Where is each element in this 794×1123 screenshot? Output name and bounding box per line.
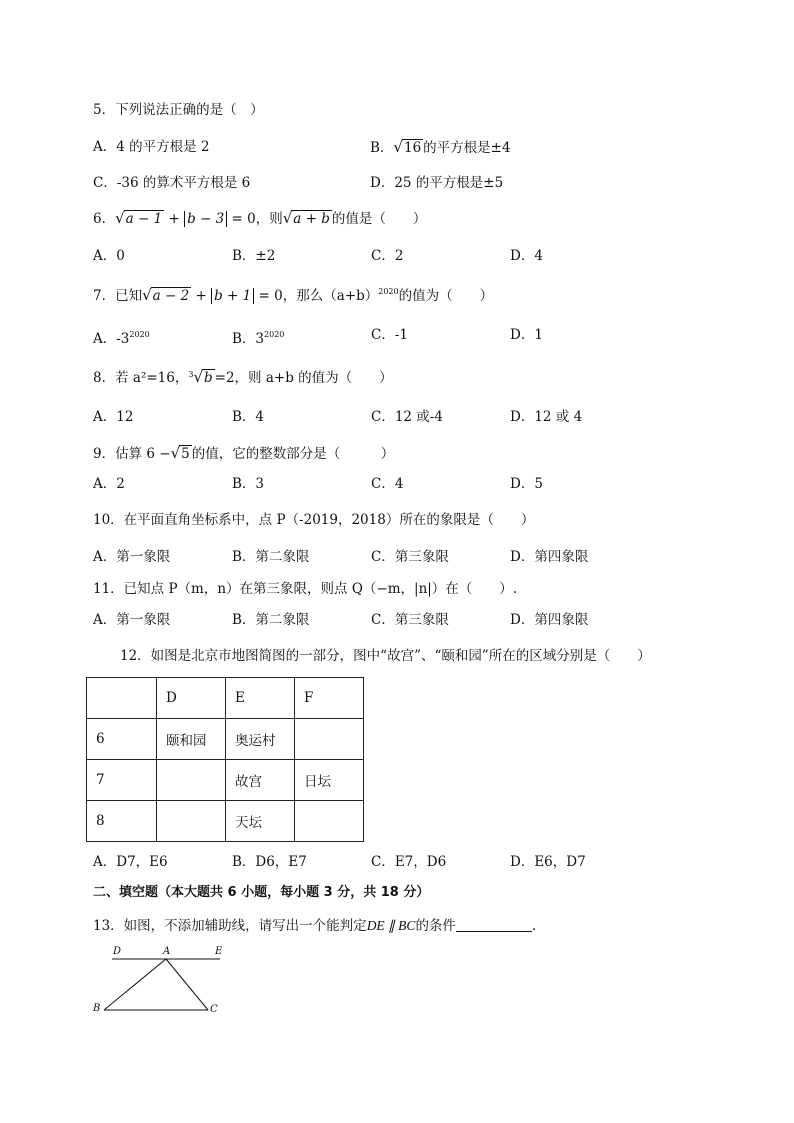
table-cell: 天坛 — [226, 801, 295, 842]
q12-option-a: A．D7，E6 — [93, 854, 168, 870]
q8-option-b: B．4 — [232, 409, 265, 425]
q7-number: 7．已知 — [93, 288, 143, 304]
q6-stem: 6．√a − 1 + b − 3 = 0，则√a + b 的值是（ ） — [93, 209, 427, 227]
q11-stem: 11．已知点 P（m，n）在第三象限，则点 Q（−m，|n|）在（ ）. — [93, 581, 518, 597]
q9-radicand: 5 — [181, 446, 190, 462]
q7-option-d: D．1 — [510, 327, 543, 343]
q10-option-a: A．第一象限 — [93, 549, 171, 565]
q8-option-c: C．12 或-4 — [371, 409, 443, 425]
q7-radicand-a: a − 2 — [152, 288, 190, 304]
table-row — [87, 801, 364, 842]
q10-stem: 10．在平面直角坐标系中，点 P（-2019，2018）所在的象限是（ ） — [93, 512, 535, 528]
q6-tail: 的值是（ ） — [331, 211, 427, 227]
q8-radicand: b — [204, 370, 213, 386]
q12-map-grid — [86, 677, 364, 842]
q12-option-c: C．E7，D6 — [371, 854, 447, 870]
table-cell: F — [295, 678, 364, 719]
q11-option-a: A．第一象限 — [93, 612, 171, 628]
q8-option-a: A．12 — [93, 409, 134, 425]
q7-mid: = 0，那么（a+b） — [258, 288, 379, 304]
table-cell: 颐和园 — [157, 719, 226, 760]
q8-stem: 8．若 a²=16，$^3$√b =2，则 a+b 的值为（ ） — [93, 368, 393, 386]
q9-text1: 9．估算 6 − — [93, 446, 171, 462]
q12-option-d: D．E6，D7 — [510, 854, 586, 870]
section-title: 二、填空题（本大题共 6 小题，每小题 3 分，共 18 分） — [93, 885, 430, 900]
q6-radicand-a: a − 1 — [125, 211, 163, 227]
q9-stem: 9．估算 6 −√5 的值，它的整数部分是（ ） — [93, 444, 395, 462]
side-ab — [104, 959, 166, 1010]
q5-option-b-radicand: 16 — [403, 140, 422, 156]
table-cell: D — [157, 678, 226, 719]
table-cell — [87, 678, 157, 719]
q6-number: 6． — [93, 211, 116, 227]
table-cell: 日坛 — [295, 760, 364, 801]
q13-condition: DE ∥ BC — [366, 918, 416, 933]
label-b: B — [93, 1003, 101, 1014]
q9-option-a: A．2 — [93, 476, 125, 492]
table-cell: 6 — [87, 719, 157, 760]
q5-option-a: A．4 的平方根是 2 — [93, 139, 210, 155]
table-cell — [295, 801, 364, 842]
q6-option-b: B．±2 — [232, 248, 276, 264]
q6-option-d: D．4 — [510, 248, 543, 264]
table-cell: 7 — [87, 760, 157, 801]
q8-option-d: D．12 或 4 — [510, 409, 583, 425]
q10-option-c: C．第三象限 — [371, 549, 449, 565]
q9-text2: 的值，它的整数部分是（ ） — [191, 446, 395, 462]
q7-option-c: C．-1 — [371, 327, 408, 343]
q6-option-a: A．0 — [93, 248, 125, 264]
q7-tail: 的值为（ ） — [398, 288, 494, 304]
q9-option-c: C．4 — [371, 476, 404, 492]
table-cell: 奥运村 — [226, 719, 295, 760]
table-cell — [295, 719, 364, 760]
table-row — [87, 678, 364, 719]
q7-option-a: A．$-3^{2020}$ — [93, 330, 150, 347]
q9-option-b: B．3 — [232, 476, 265, 492]
q6-abs-b: b − 3 — [184, 211, 227, 227]
q5-option-b-label: B． — [370, 140, 394, 156]
q12-stem: 12．如图是北京市地图简图的一部分，图中“故宫”、“颐和园”所在的区域分别是（ ） — [120, 648, 651, 664]
table-cell — [157, 760, 226, 801]
q10-option-b: B．第二象限 — [232, 549, 310, 565]
side-ac — [166, 959, 208, 1010]
table-row — [87, 760, 364, 801]
q13-text1: 13．如图，不添加辅助线，请写出一个能判定 — [93, 918, 367, 934]
label-d: D — [113, 946, 122, 957]
table-cell — [157, 801, 226, 842]
q6-mid: = 0，则 — [231, 211, 283, 227]
table-cell: 8 — [87, 801, 157, 842]
q13-end: . — [531, 918, 537, 934]
q13-text2: 的条件 — [415, 918, 456, 934]
q7-exponent: 2020 — [378, 287, 399, 296]
q6-option-c: C．2 — [371, 248, 404, 264]
q5-option-c: C．-36 的算术平方根是 6 — [93, 175, 251, 191]
q6-radicand-ab: a + b — [293, 211, 330, 227]
q7-stem: 7．已知√a − 2 + b + 1 = 0，那么$(a+b)^{2020}$的值为（ ） — [93, 286, 494, 304]
q11-option-b: B．第二象限 — [232, 612, 310, 628]
answer-blank[interactable] — [456, 917, 532, 932]
q12-option-b: B．D6，E7 — [232, 854, 307, 870]
q5-stem: 5．下列说法正确的是（ ） — [93, 102, 264, 118]
q11-option-d: D．第四象限 — [510, 612, 589, 628]
label-a: A — [163, 946, 171, 957]
q13-stem — [93, 916, 536, 936]
q7-abs-b: b + 1 — [211, 288, 254, 304]
q11-option-c: C．第三象限 — [371, 612, 449, 628]
q8-root-index: 3 — [188, 370, 194, 379]
table-cell: E — [226, 678, 295, 719]
table-row — [87, 719, 364, 760]
q5-option-b-text: 的平方根是±4 — [423, 140, 511, 156]
label-c: C — [210, 1004, 218, 1015]
table-cell: 故宫 — [226, 760, 295, 801]
label-e: E — [215, 946, 223, 957]
q8-text1: 8．若 a²=16， — [93, 370, 189, 386]
q7-option-b: B．$3^{2020}$ — [232, 330, 285, 347]
q9-option-d: D．5 — [510, 476, 543, 492]
q5-option-d: D．25 的平方根是±5 — [370, 175, 504, 191]
q10-option-d: D．第四象限 — [510, 549, 589, 565]
q8-text2: =2，则 a+b 的值为（ ） — [214, 370, 393, 386]
q5-option-b: B．√16 的平方根是±4 — [370, 138, 511, 156]
